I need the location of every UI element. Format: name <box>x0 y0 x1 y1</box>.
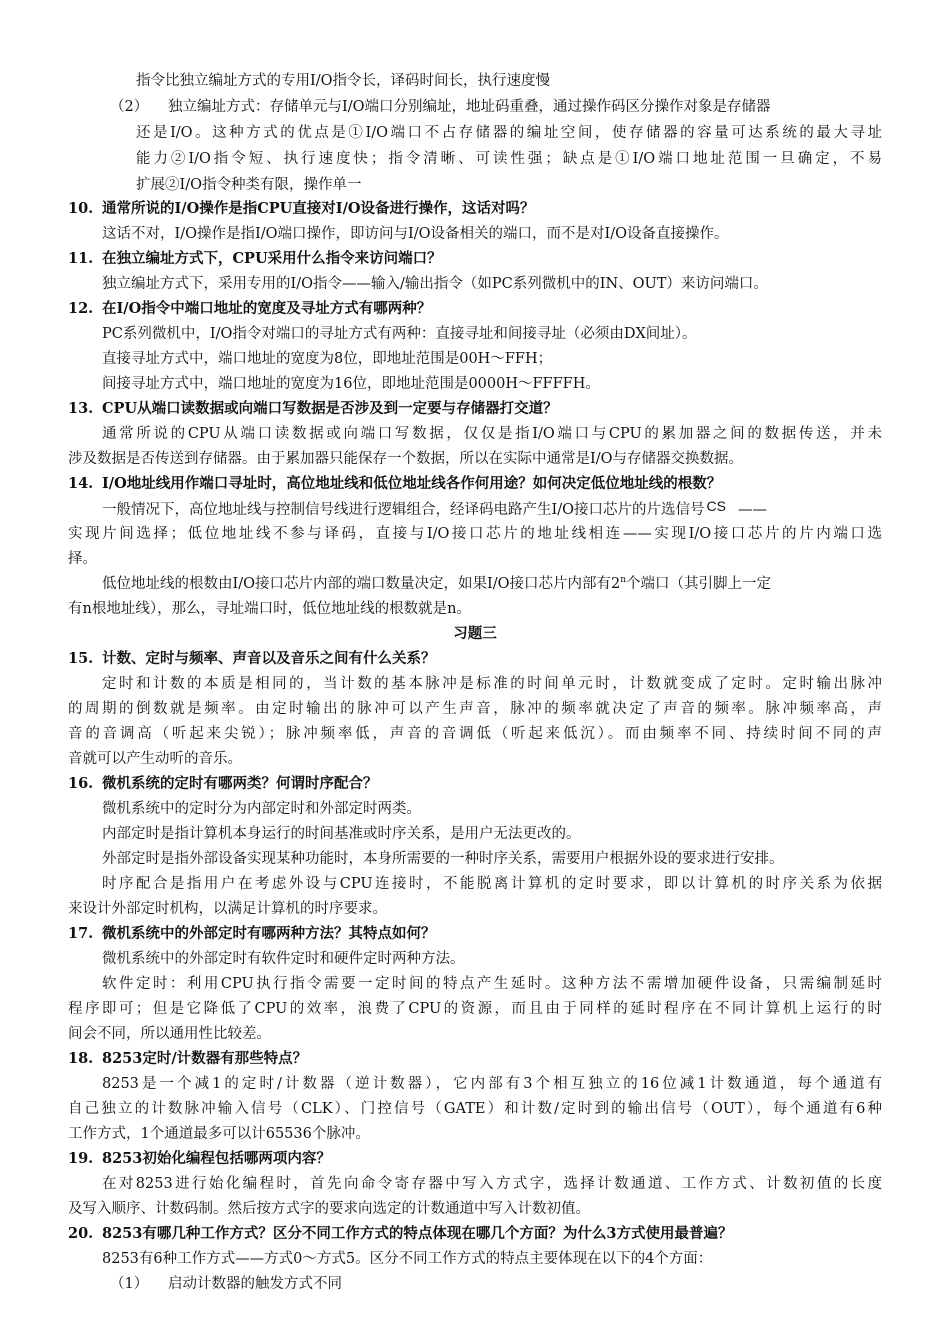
chip-select-signal: CS <box>706 498 726 514</box>
question-number: 17. <box>68 925 94 942</box>
question-text: I/O地址线用作端口寻址时，高位地址线和低位地址线各作何用途？如何决定低位地址线的根数？ <box>102 475 722 492</box>
text-line: 来设计外部定时机构，以满足计算机的时序要求。 <box>68 901 387 917</box>
question-11 <box>68 246 882 272</box>
question-number: 18. <box>68 1050 94 1067</box>
question-text: 8253定时/计数器有那些特点？ <box>102 1050 308 1067</box>
question-15 <box>68 646 882 672</box>
text-line: 独立编址方式下，采用专用的I/O指令——输入/输出指令（如PC系列微机中的IN、OUT）来访问端口。 <box>102 276 768 292</box>
text-line: 这话不对，I/O操作是指I/O端口操作，即访问与I/O设备相关的端口，而不是对I/O设备直接操作。 <box>102 226 729 242</box>
text-line: 程序即可；但是它降低了CPU的效率，浪费了CPU的资源，而且由于同样的延时程序在不同计算机上运行的时 <box>68 1001 882 1017</box>
text-line: 通常所说的CPU从端口读数据或向端口写数据，仅仅是指I/O端口与CPU的累加器之间的数据传送，并未 <box>102 426 882 442</box>
question-17 <box>68 921 882 947</box>
question-number: 12. <box>68 300 94 317</box>
text-line: 软件定时：利用CPU执行指令需要一定时间的特点产生延时。这种方法不需增加硬件设备，只需编制延时 <box>102 976 882 992</box>
subitem-number: （2） <box>110 99 149 115</box>
question-number: 16. <box>68 775 94 792</box>
text-line: 实现片间选择；低位地址线不参与译码，直接与I/O接口芯片的地址线相连——实现I/O接口芯片的片内端口选 <box>68 526 882 542</box>
text-line <box>102 571 882 597</box>
question-text: 8253有哪几种工作方式？区分不同工作方式的特点体现在哪几个方面？为什么3方式使用最普遍？ <box>102 1225 733 1242</box>
section-heading: 习题三 <box>453 625 497 642</box>
question-text: 8253初始化编程包括哪两项内容？ <box>102 1150 331 1167</box>
text-span: —— <box>737 502 767 518</box>
question-text: CPU从端口读数据或向端口写数据是否涉及到一定要与存储器打交道？ <box>102 400 558 417</box>
question-text: 微机系统中的外部定时有哪两种方法？其特点如何？ <box>102 925 436 942</box>
subitem-line <box>110 1271 890 1297</box>
text-line: 时序配合是指用户在考虑外设与CPU连接时，不能脱离计算机的定时要求，即以计算机的时序关系为依据 <box>102 876 882 892</box>
question-number: 13. <box>68 400 94 417</box>
question-text: 在独立编址方式下，CPU采用什么指令来访问端口？ <box>102 250 442 267</box>
text-line: 自己独立的计数脉冲输入信号（CLK）、门控信号（GATE）和计数/定时到的输出信号（OUT），每个通道有6种 <box>68 1101 882 1117</box>
subitem-line <box>110 94 890 120</box>
text-line: 8253有6种工作方式——方式0～方式5。区分不同工作方式的特点主要体现在以下的4个方面： <box>102 1251 713 1267</box>
text-line: 定时和计数的本质是相同的，当计数的基本脉冲是标准的时间单元时，计数就变成了定时。定时输出脉冲 <box>102 676 882 692</box>
text-line: 涉及数据是否传送到存储器。由于累加器只能保存一个数据，所以在实际中通常是I/O与存储器交换数据。 <box>68 451 743 467</box>
question-13 <box>68 396 882 422</box>
text-line: 微机系统中的定时分为内部定时和外部定时两类。 <box>102 801 421 817</box>
text-line: 工作方式，1个通道最多可以计65536个脉冲。 <box>68 1126 370 1142</box>
question-16 <box>68 771 882 797</box>
question-number: 15. <box>68 650 94 667</box>
question-text: 微机系统的定时有哪两类？何谓时序配合？ <box>102 775 378 792</box>
question-text: 通常所说的I/O操作是指CPU直接对I/O设备进行操作，这话对吗？ <box>102 200 535 217</box>
text-line: 启动计数器的触发方式不同 <box>168 1276 342 1292</box>
question-19 <box>68 1146 882 1172</box>
text-line: 内部定时是指计算机本身运行的时间基准或时序关系，是用户无法更改的。 <box>102 826 581 842</box>
text-line: 及写入顺序、计数码制。然后按方式字的要求向选定的计数通道中写入计数初值。 <box>68 1201 590 1217</box>
question-18 <box>68 1046 882 1072</box>
text-line: 音就可以产生动听的音乐。 <box>68 751 242 767</box>
question-number: 20. <box>68 1225 94 1242</box>
text-line <box>102 496 882 522</box>
text-line: 能力②I/O指令短、执行速度快；指令清晰、可读性强；缺点是①I/O端口地址范围一旦确定，不易 <box>136 151 882 167</box>
text-line: 音的音调高（听起来尖锐）；脉冲频率低，声音的音调低（听起来低沉）。而由频率不同、持续时间不同的声 <box>68 726 882 742</box>
subitem-number: （1） <box>110 1276 149 1292</box>
superscript: n <box>620 575 627 586</box>
text-line: 直接寻址方式中，端口地址的宽度为8位，即地址范围是00H～FFH； <box>102 351 553 367</box>
question-20 <box>68 1221 882 1247</box>
text-line: 择。 <box>68 551 97 567</box>
text-span: 低位地址线的根数由I/O接口芯片内部的端口数量决定，如果I/O接口芯片内部有2 <box>102 576 621 592</box>
question-number: 10. <box>68 200 94 217</box>
question-number: 14. <box>68 475 94 492</box>
question-12 <box>68 296 882 322</box>
question-10 <box>68 196 882 222</box>
text-line: 微机系统中的外部定时有软件定时和硬件定时两种方法。 <box>102 951 465 967</box>
text-line: 8253是一个减1的定时/计数器（逆计数器），它内部有3个相互独立的16位减1计数通道，每个通道有 <box>102 1076 882 1092</box>
text-line: 扩展②I/O指令种类有限，操作单一 <box>136 177 362 193</box>
text-line: 的周期的倒数就是频率。由定时输出的脉冲可以产生声音，脉冲的频率就决定了声音的频率。脉冲频率高，声 <box>68 701 882 717</box>
text-line: 有n根地址线），那么，寻址端口时，低位地址线的根数就是n。 <box>68 601 471 617</box>
text-span: 一般情况下，高位地址线与控制信号线进行逻辑组合，经译码电路产生I/O接口芯片的片选信号 <box>102 502 705 518</box>
question-number: 19. <box>68 1150 94 1167</box>
question-text: 在I/O指令中端口地址的宽度及寻址方式有哪两种？ <box>102 300 432 317</box>
text-line: PC系列微机中，I/O指令对端口的寻址方式有两种：直接寻址和间接寻址（必须由DX间址）。 <box>102 326 697 342</box>
text-line: 在对8253进行始化编程时，首先向命令寄存器中写入方式字，选择计数通道、工作方式、计数初值的长度 <box>102 1176 882 1192</box>
question-14 <box>68 471 882 497</box>
text-line: 外部定时是指外部设备实现某种功能时，本身所需要的一种时序关系，需要用户根据外设的要求进行安排。 <box>102 851 784 867</box>
text-line: 独立编址方式：存储单元与I/O端口分别编址，地址码重叠，通过操作码区分操作对象是存储器 <box>168 99 771 115</box>
question-text: 计数、定时与频率、声音以及音乐之间有什么关系？ <box>102 650 436 667</box>
text-line: 间会不同，所以通用性比较差。 <box>68 1026 271 1042</box>
text-line: 还是I/O。这种方式的优点是①I/O端口不占存储器的编址空间，使存储器的容量可达系统的最大寻址 <box>136 125 882 141</box>
text-span: 个端口（其引脚上一定 <box>626 576 772 592</box>
text-line: 间接寻址方式中，端口地址的宽度为16位，即地址范围是0000H～FFFFH。 <box>102 376 600 392</box>
text-line: 指令比独立编址方式的专用I/O指令长，译码时间长，执行速度慢 <box>136 73 550 89</box>
question-number: 11. <box>68 250 94 267</box>
